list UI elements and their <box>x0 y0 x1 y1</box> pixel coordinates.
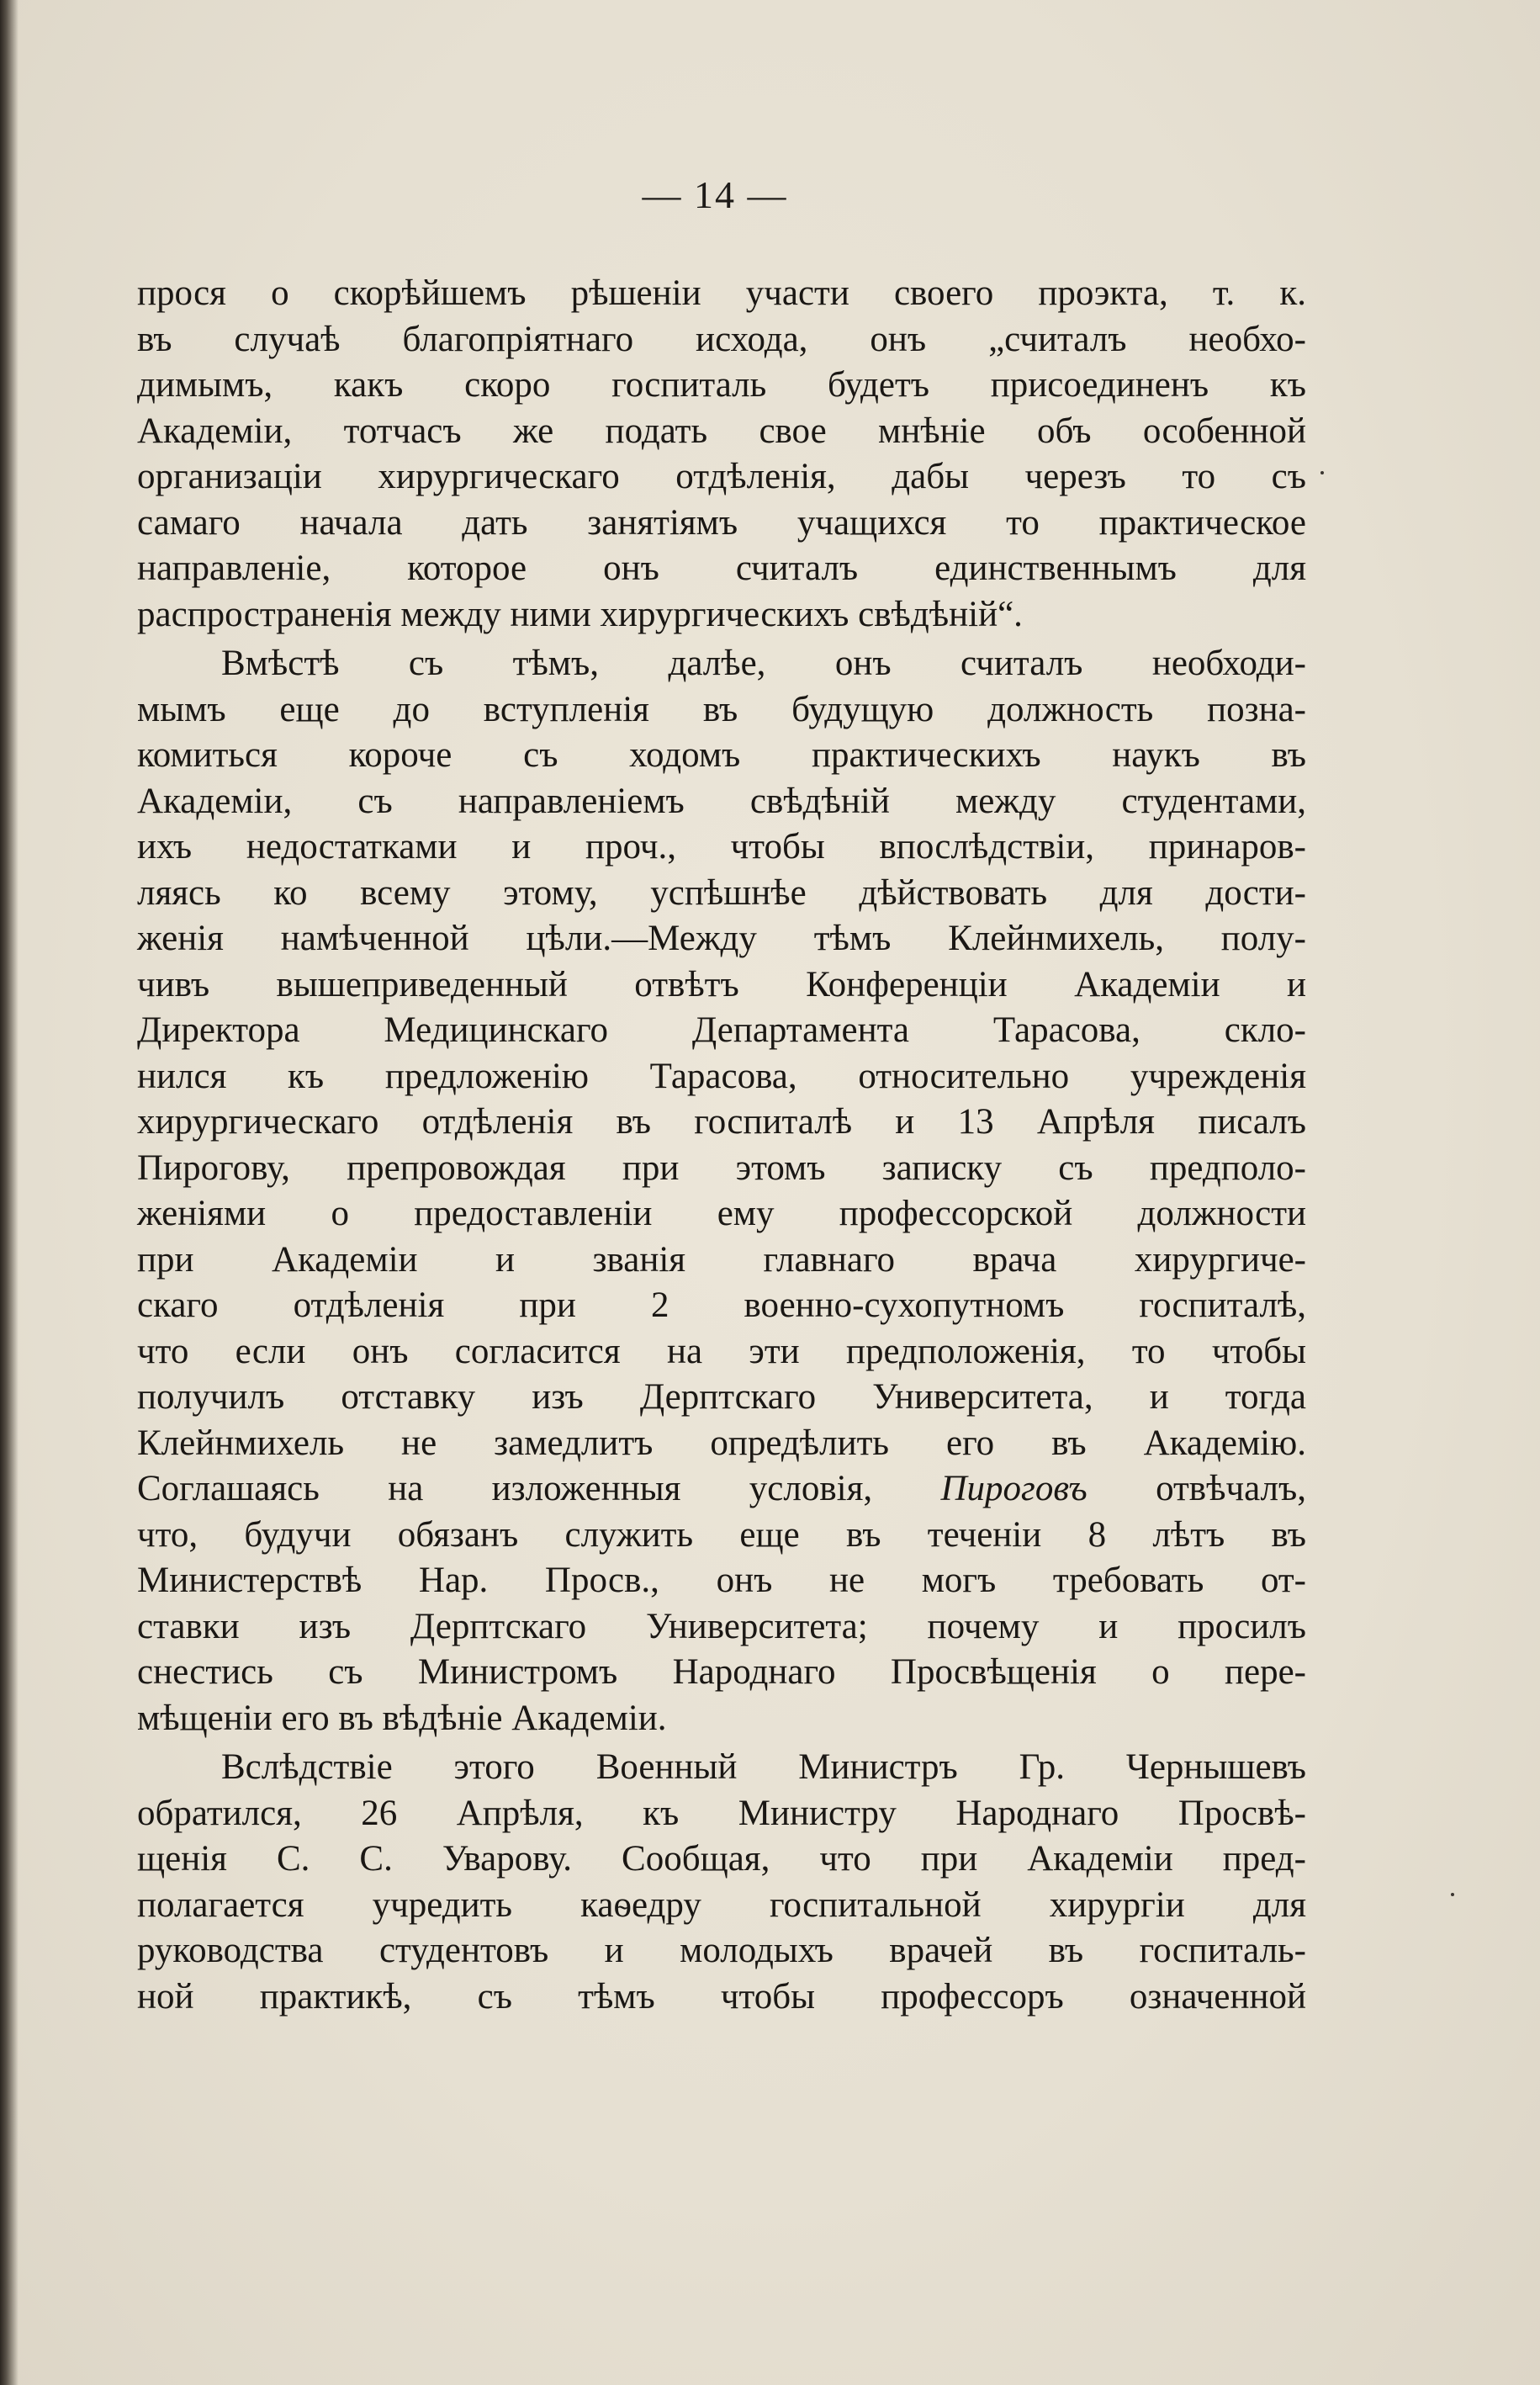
text-line: получилъ отставку изъ Дерптскаго Университета, и тогда <box>137 1377 1306 1417</box>
text-line: Академіи, съ направленіемъ свѣдѣній между студентами, <box>137 781 1306 821</box>
text-line: ставки изъ Дерптскаго Университета; почему и просилъ <box>137 1606 1306 1646</box>
text-line <box>137 1466 1306 1513</box>
text-line: что если онъ согласится на эти предположенія, то чтобы <box>137 1331 1306 1371</box>
text-line: обратился, 26 Апрѣля, къ Министру Народнаго Просвѣ- <box>137 1793 1306 1833</box>
text-line: ной практикѣ, съ тѣмъ чтобы профессоръ означенной <box>137 1976 1306 2017</box>
text-line: въ случаѣ благопріятнаго исхода, онъ „считалъ необхо- <box>137 319 1306 359</box>
text-line: прося о скорѣйшемъ рѣшеніи участи своего проэкта, т. к. <box>137 273 1306 313</box>
text-line: полагается учредить каѳедру госпитальной хирургіи для <box>137 1884 1306 1925</box>
text-line: Клейнмихель не замедлитъ опредѣлить его въ Академію. <box>137 1423 1306 1463</box>
text-line: снестись съ Министромъ Народнаго Просвѣщенія о пере- <box>137 1652 1306 1692</box>
text-line: скаго отдѣленія при 2 военно-сухопутномъ госпиталѣ, <box>137 1285 1306 1325</box>
text-line: руководства студентовъ и молодыхъ врачей въ госпиталь- <box>137 1931 1306 1970</box>
text-segment: отвѣчалъ, <box>1087 1469 1306 1508</box>
text-segment: Соглашаясь на изложенныя условія, <box>137 1469 941 1508</box>
text-line: при Академіи и званія главнаго врача хирургиче- <box>137 1239 1306 1280</box>
paragraph <box>137 641 1306 1741</box>
paragraph <box>137 1745 1306 2020</box>
text-line: что, будучи обязанъ служить еще въ теченіи 8 лѣтъ въ <box>137 1514 1306 1555</box>
text-line: ихъ недостатками и проч., чтобы впослѣдствіи, принаров- <box>137 827 1306 867</box>
text-line: ляясь ко всему этому, успѣшнѣе дѣйствовать для дости- <box>137 872 1306 913</box>
text-line: организаціи хирургическаго отдѣленія, дабы черезъ то съ <box>137 457 1306 496</box>
text-line: комиться короче съ ходомъ практическихъ наукъ въ <box>137 735 1306 775</box>
text-line: распространенія между ними хирургическихъ свѣдѣній“. <box>137 594 1023 634</box>
paper-speck <box>1451 1893 1454 1896</box>
text-line: Академіи, тотчасъ же подать свое мнѣніе объ особенной <box>137 411 1306 451</box>
text-line: Министерствѣ Нар. Просв., онъ не могъ требовать от- <box>137 1561 1306 1600</box>
text-line: Вслѣдствіе этого Военный Министръ Гр. Чернышевъ <box>221 1747 1306 1787</box>
text-line: Директора Медицинскаго Департамента Тарасова, скло- <box>137 1010 1306 1050</box>
text-line: женія намѣченной цѣли.—Между тѣмъ Клейнмихель, полу- <box>137 919 1306 958</box>
text-line: димымъ, какъ скоро госпиталь будетъ присоединенъ къ <box>137 365 1306 405</box>
paper-speck <box>1320 471 1324 474</box>
text-line: Вмѣстѣ съ тѣмъ, далѣе, онъ считалъ необходи- <box>221 644 1306 683</box>
body-text <box>137 271 1306 2020</box>
page-number: — 14 — <box>642 173 788 216</box>
italic-name: Пироговъ <box>940 1469 1088 1508</box>
text-line: женіями о предоставленіи ему профессорской должности <box>137 1194 1306 1233</box>
text-line: самаго начала дать занятіямъ учащихся то практическое <box>137 502 1306 543</box>
text-line: щенія С. С. Уварову. Сообщая, что при Академіи пред- <box>137 1839 1306 1879</box>
text-line: Пирогову, препровождая при этомъ записку съ предполо- <box>137 1147 1306 1188</box>
paragraph <box>137 271 1306 638</box>
text-line: направленіе, которое онъ считалъ единственнымъ для <box>137 549 1306 588</box>
text-line: нился къ предложенію Тарасова, относительно учрежденія <box>137 1056 1306 1096</box>
text-line: хирургическаго отдѣленія въ госпиталѣ и 13 Апрѣля писалъ <box>137 1102 1306 1142</box>
binding-edge-shadow <box>0 0 19 2385</box>
text-line: мымъ еще до вступленія въ будущую должность позна- <box>137 689 1306 729</box>
text-line: мѣщеніи его въ вѣдѣніе Академіи. <box>137 1698 667 1738</box>
text-line: чивъ вышеприведенный отвѣтъ Конференціи Академіи и <box>137 964 1306 1004</box>
